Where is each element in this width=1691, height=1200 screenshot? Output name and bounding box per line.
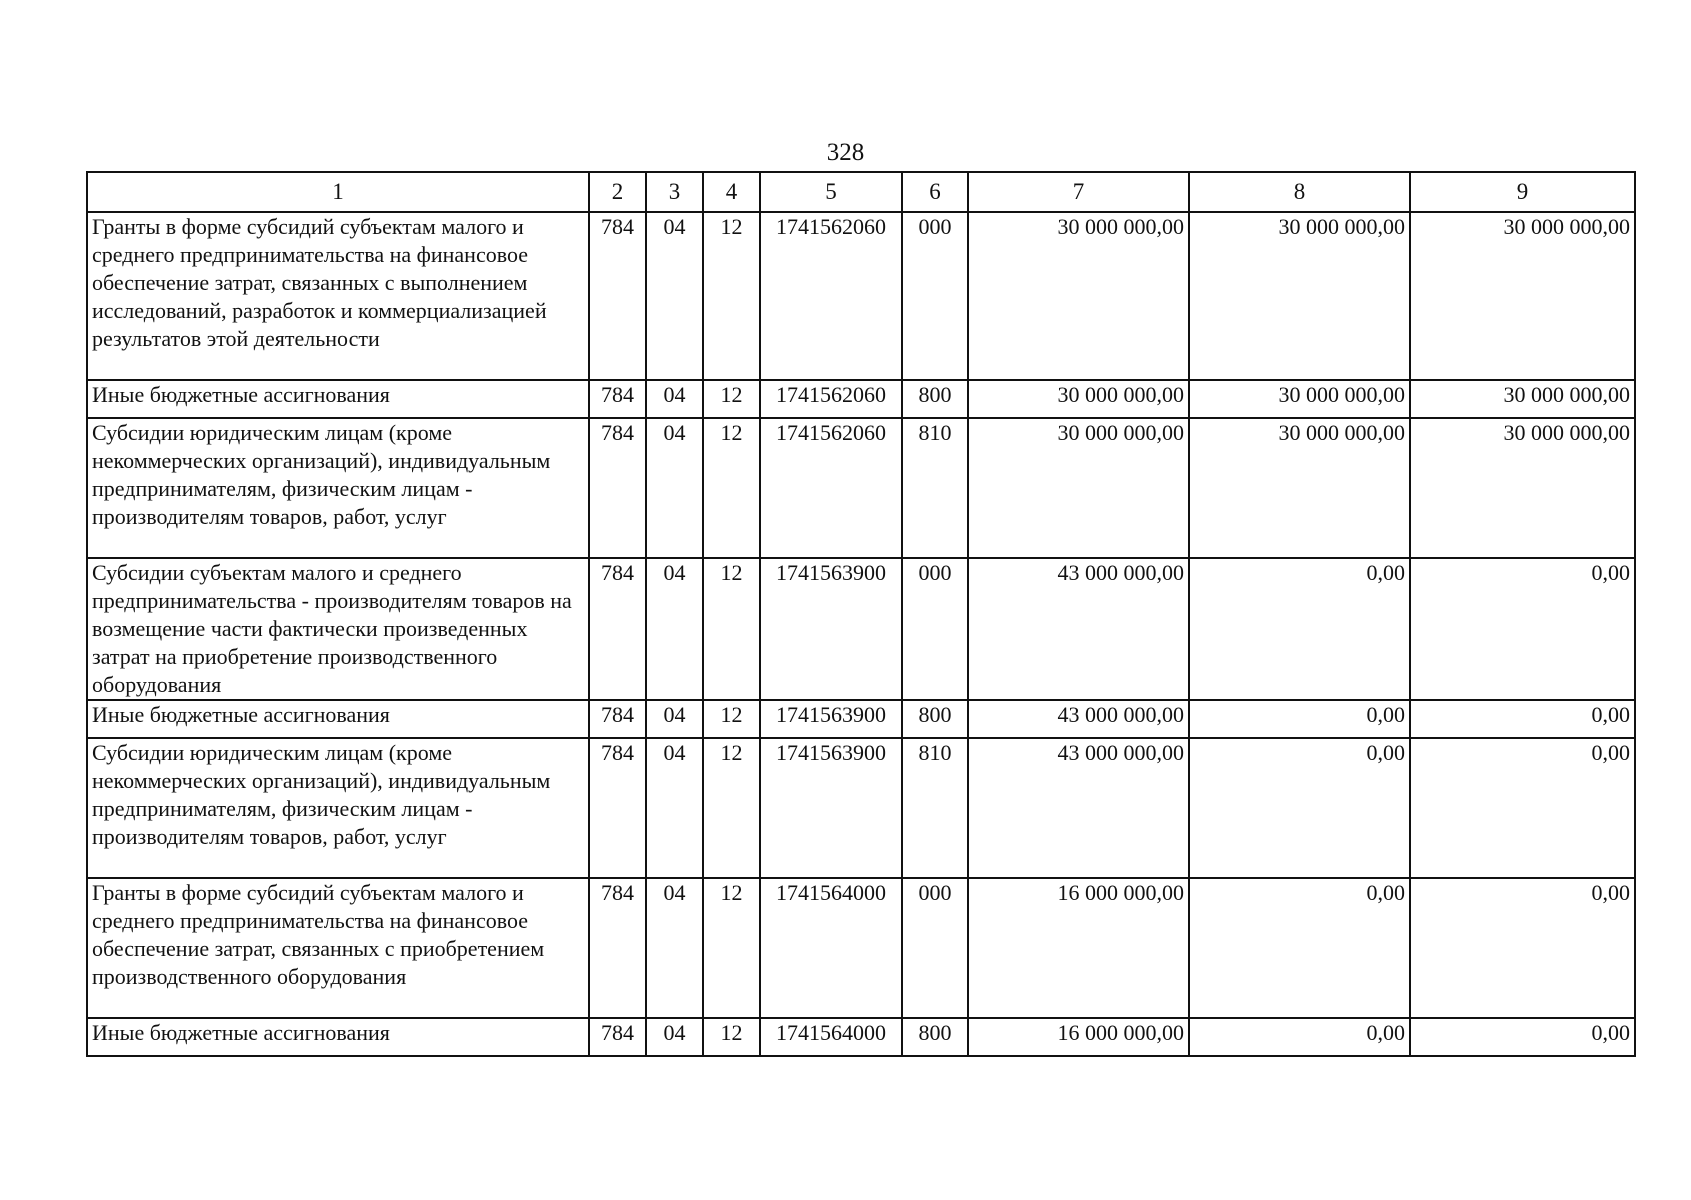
page-number: 328: [826, 139, 865, 166]
row-code: 12: [703, 700, 760, 738]
row-amount: 0,00: [1410, 738, 1635, 878]
column-header: 9: [1410, 172, 1635, 212]
row-code: 784: [589, 1018, 646, 1056]
budget-table: [86, 171, 1636, 1057]
column-header: 2: [589, 172, 646, 212]
row-code: 784: [589, 738, 646, 878]
row-code: 04: [646, 878, 703, 1018]
row-code: 784: [589, 878, 646, 1018]
table-row: [87, 1018, 1635, 1056]
header-row: [87, 172, 1635, 212]
row-amount: 30 000 000,00: [968, 418, 1189, 558]
row-amount: 30 000 000,00: [1189, 418, 1410, 558]
row-amount: 16 000 000,00: [968, 1018, 1189, 1056]
row-amount: 0,00: [1189, 700, 1410, 738]
table-row: [87, 212, 1635, 380]
row-description: Субсидии субъектам малого и среднего предпринимательства - производителям товаров на возмещение части фактически произведенных затрат на приобретение производственного оборудования: [87, 558, 589, 700]
column-header: 5: [760, 172, 902, 212]
column-header: 4: [703, 172, 760, 212]
row-description: Иные бюджетные ассигнования: [87, 380, 589, 418]
row-amount: 0,00: [1189, 1018, 1410, 1056]
row-code: 12: [703, 1018, 760, 1056]
row-code: 12: [703, 418, 760, 558]
column-header: 1: [87, 172, 589, 212]
table-row: [87, 700, 1635, 738]
row-code: 04: [646, 418, 703, 558]
row-code: 800: [902, 700, 968, 738]
row-code: 800: [902, 1018, 968, 1056]
row-amount: 43 000 000,00: [968, 700, 1189, 738]
row-amount: 0,00: [1410, 878, 1635, 1018]
row-amount: 0,00: [1410, 558, 1635, 700]
column-header: 8: [1189, 172, 1410, 212]
row-code: 12: [703, 878, 760, 1018]
row-amount: 30 000 000,00: [968, 380, 1189, 418]
table-row: [87, 878, 1635, 1018]
row-description: Гранты в форме субсидий субъектам малого и среднего предпринимательства на финансовое обеспечение затрат, связанных с выполнением исследований, разработок и коммерциализацией результатов этой деятельности: [87, 212, 589, 380]
row-code: 1741563900: [760, 700, 902, 738]
row-code: 1741564000: [760, 1018, 902, 1056]
table-row: [87, 558, 1635, 700]
row-code: 04: [646, 380, 703, 418]
row-code: 12: [703, 380, 760, 418]
row-code: 000: [902, 558, 968, 700]
row-description: Субсидии юридическим лицам (кроме некоммерческих организаций), индивидуальным предпринимателям, физическим лицам - производителям товаров, работ, услуг: [87, 418, 589, 558]
row-code: 1741562060: [760, 418, 902, 558]
row-code: 1741563900: [760, 558, 902, 700]
row-code: 784: [589, 700, 646, 738]
row-code: 000: [902, 212, 968, 380]
table-row: [87, 380, 1635, 418]
row-code: 784: [589, 418, 646, 558]
row-code: 810: [902, 738, 968, 878]
column-header: 3: [646, 172, 703, 212]
table-row: [87, 418, 1635, 558]
row-amount: 0,00: [1189, 558, 1410, 700]
row-code: 04: [646, 700, 703, 738]
row-amount: 30 000 000,00: [1410, 418, 1635, 558]
row-code: 1741563900: [760, 738, 902, 878]
row-code: 04: [646, 738, 703, 878]
row-code: 784: [589, 212, 646, 380]
row-amount: 0,00: [1410, 700, 1635, 738]
column-header: 7: [968, 172, 1189, 212]
row-amount: 30 000 000,00: [1410, 212, 1635, 380]
row-code: 784: [589, 380, 646, 418]
row-amount: 0,00: [1189, 738, 1410, 878]
row-code: 1741562060: [760, 380, 902, 418]
row-code: 12: [703, 212, 760, 380]
row-amount: 30 000 000,00: [1189, 380, 1410, 418]
row-description: Иные бюджетные ассигнования: [87, 700, 589, 738]
row-amount: 43 000 000,00: [968, 558, 1189, 700]
row-code: 12: [703, 558, 760, 700]
row-amount: 16 000 000,00: [968, 878, 1189, 1018]
row-description: Иные бюджетные ассигнования: [87, 1018, 589, 1056]
row-code: 04: [646, 1018, 703, 1056]
row-description: Субсидии юридическим лицам (кроме некоммерческих организаций), индивидуальным предпринимателям, физическим лицам - производителям товаров, работ, услуг: [87, 738, 589, 878]
row-code: 000: [902, 878, 968, 1018]
row-amount: 30 000 000,00: [1189, 212, 1410, 380]
row-description: Гранты в форме субсидий субъектам малого и среднего предпринимательства на финансовое обеспечение затрат, связанных с приобретением производственного оборудования: [87, 878, 589, 1018]
table-row: [87, 738, 1635, 878]
row-code: 12: [703, 738, 760, 878]
row-code: 1741564000: [760, 878, 902, 1018]
row-amount: 43 000 000,00: [968, 738, 1189, 878]
row-amount: 0,00: [1189, 878, 1410, 1018]
row-code: 784: [589, 558, 646, 700]
row-amount: 30 000 000,00: [1410, 380, 1635, 418]
row-code: 1741562060: [760, 212, 902, 380]
row-code: 800: [902, 380, 968, 418]
row-amount: 0,00: [1410, 1018, 1635, 1056]
column-header: 6: [902, 172, 968, 212]
row-code: 04: [646, 212, 703, 380]
row-code: 04: [646, 558, 703, 700]
row-code: 810: [902, 418, 968, 558]
row-amount: 30 000 000,00: [968, 212, 1189, 380]
